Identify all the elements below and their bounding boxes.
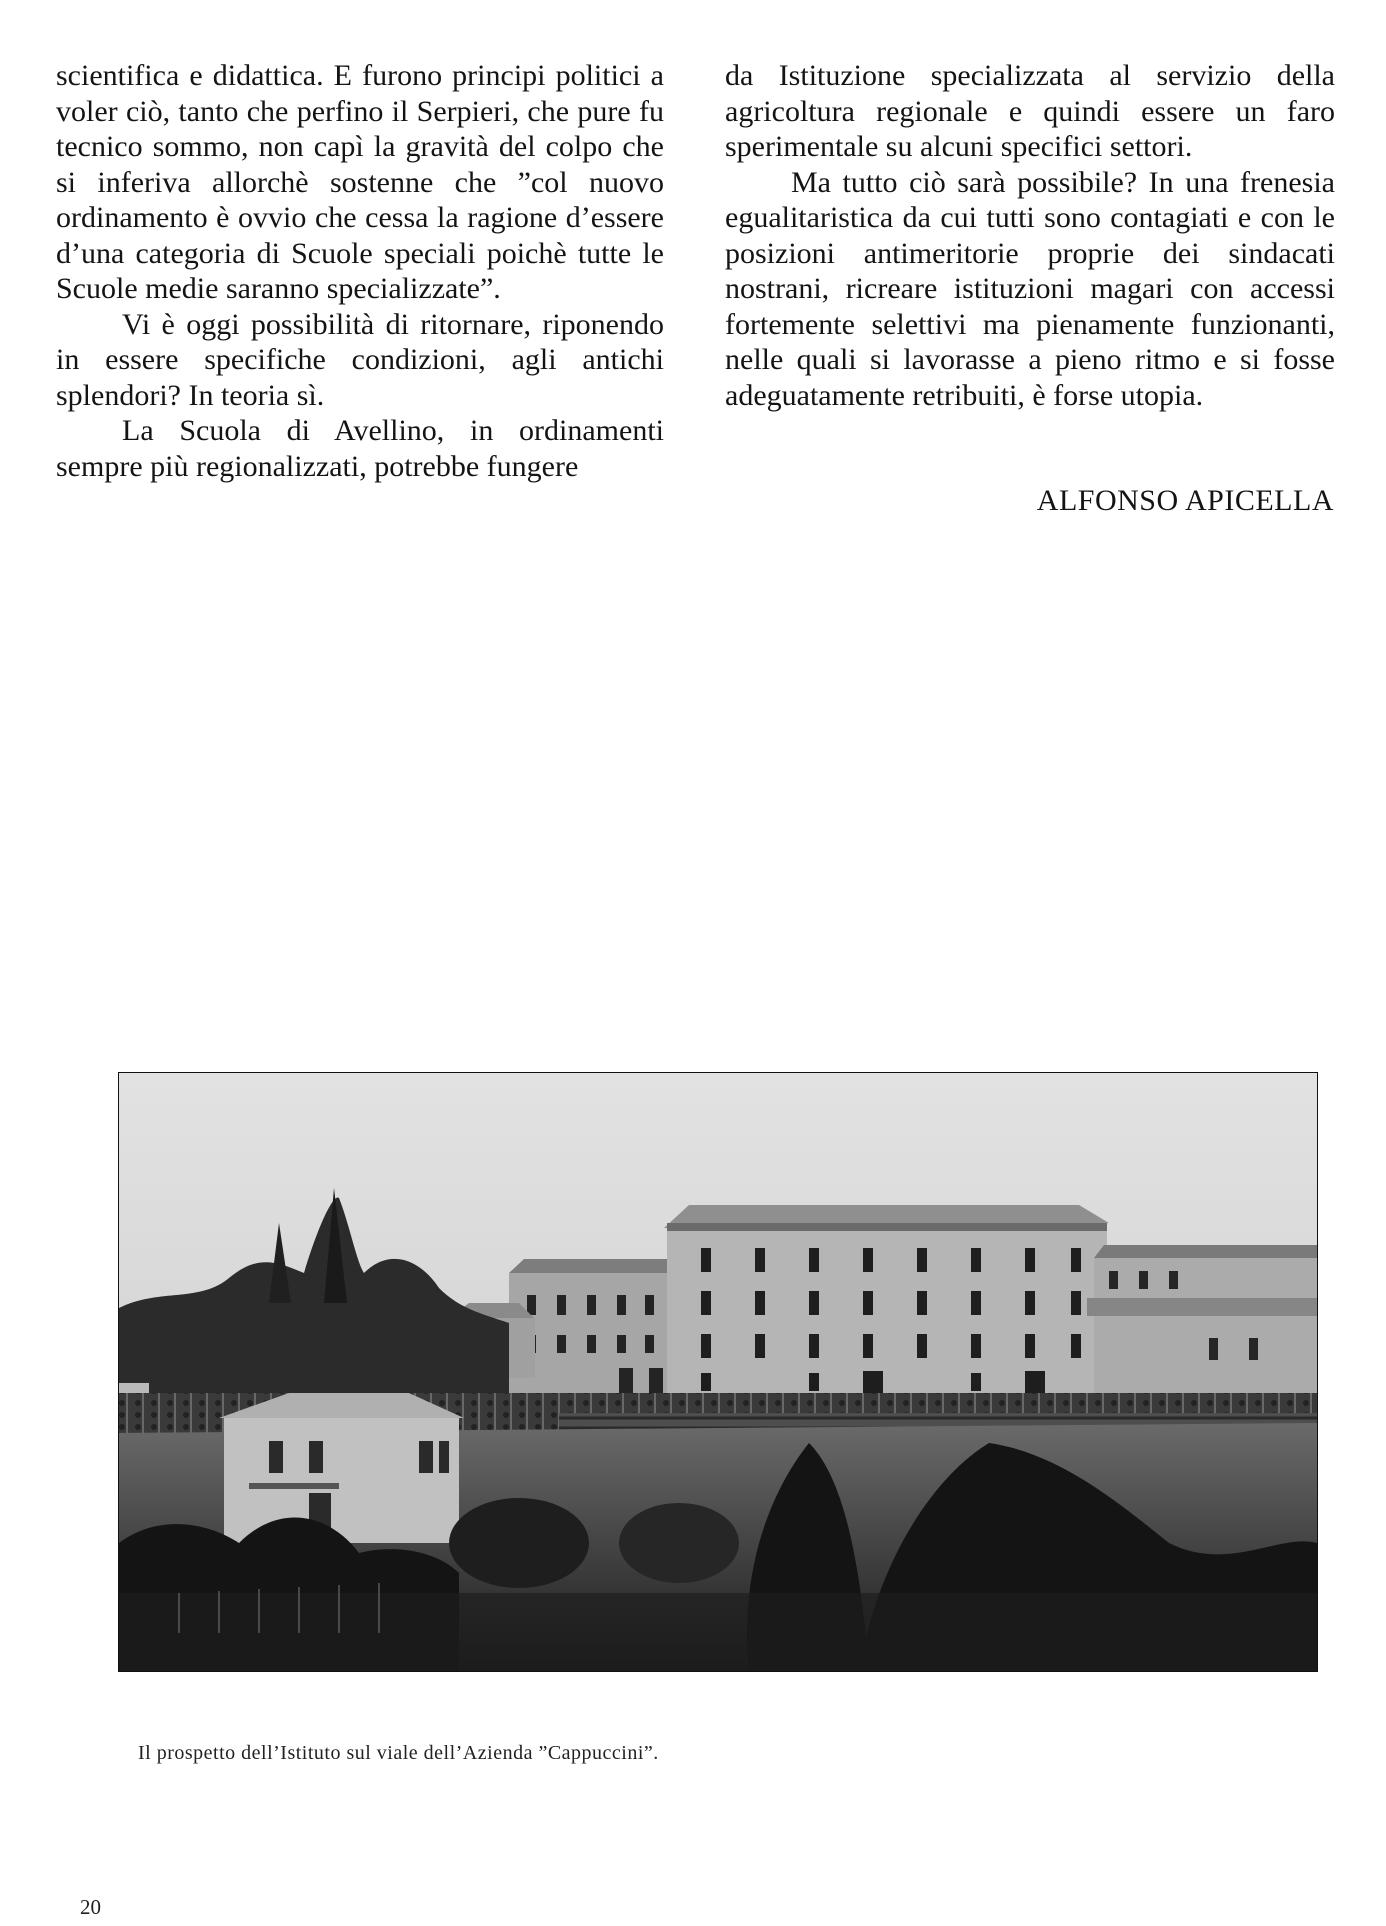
paragraph: da Istituzione specializzata al servizio della agricoltura regionale e quindi essere un faro sperimentale su alcuni specifici settori. [725, 59, 1335, 163]
photo-caption: Il prospetto dell’Istituto sul viale dell’Azienda ”Cappuccini”. [138, 1742, 659, 1764]
article-column-right [725, 58, 1335, 413]
right-building [1087, 1245, 1317, 1398]
paragraph: Ma tutto ciò sarà possibile? In una frenesia egualitaristica da cui tutti sono contagiati e con le posizioni antimeritorie proprie dei sindacati nostrani, ricreare istituzioni magari con accessi fortemente selettivi ma pienamente funzionanti, nelle quali si lavorasse a pieno ritmo e si fosse adeguatamente retribuiti, è forse utopia. [725, 165, 1335, 412]
paragraph: Vi è oggi possibilità di ritornare, riponendo in essere specifiche condizioni, agli antichi splendori? In teoria sì. [56, 307, 664, 412]
institute-photo [118, 1072, 1318, 1672]
main-building [664, 1205, 1109, 1393]
page-number: 20 [80, 1895, 101, 1919]
article-column-left [56, 58, 664, 484]
villa [219, 1393, 464, 1543]
paragraph: La Scuola di Avellino, in ordinamenti sempre più regionalizzati, potrebbe fungere [56, 414, 664, 483]
author-signature: ALFONSO APICELLA [1036, 484, 1334, 517]
paragraph: scientifica e didattica. E furono principi politici a voler ciò, tanto che perfino il Serpieri, che pure fu tecnico sommo, non capì la gravità del colpo che si inferiva allorchè sostenne che ”col nuovo ordinamento è ovvio che cessa la ragione d’essere d’una categoria di Scuole speciali poichè tutte le Scuole medie saranno specializzate”. [56, 59, 664, 305]
